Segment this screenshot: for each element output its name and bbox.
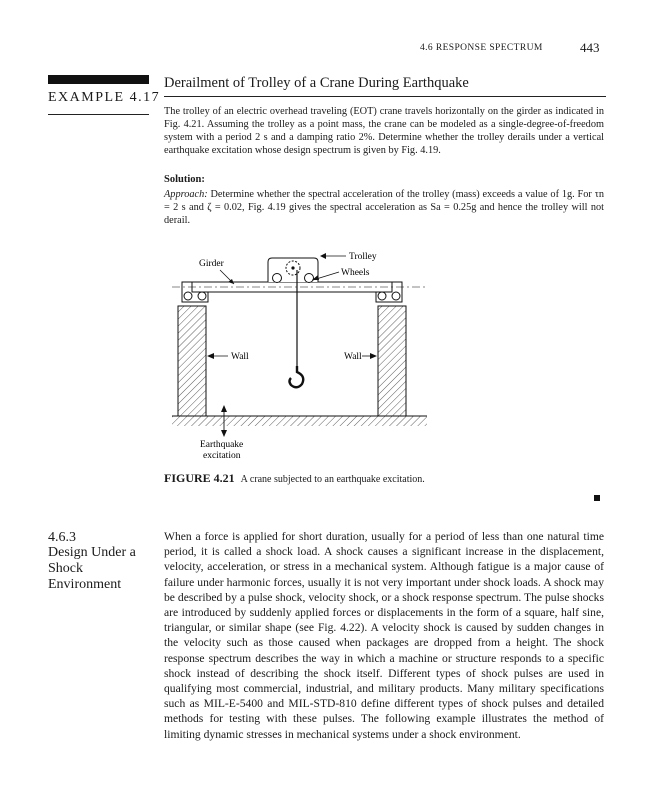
caption-text: A crane subjected to an earthquake excitation. bbox=[240, 474, 425, 485]
section-body bbox=[164, 529, 604, 742]
figure-caption bbox=[164, 471, 425, 486]
ground bbox=[172, 416, 427, 426]
approach-paragraph bbox=[164, 188, 604, 227]
right-wall bbox=[378, 306, 406, 416]
crane-diagram bbox=[164, 248, 434, 463]
caption-number: FIGURE 4.21 bbox=[164, 471, 235, 485]
page-number: 443 bbox=[580, 40, 600, 55]
excitation-label-line2: excitation bbox=[203, 451, 241, 461]
end-of-example-mark bbox=[594, 495, 600, 501]
girder-label: Girder bbox=[199, 259, 224, 269]
example-label: EXAMPLE 4.17 bbox=[48, 90, 161, 105]
problem-text: The trolley of an electric overhead traveling (EOT) crane travels horizontally on the girder as indicated in Fig. 4.21. Assuming the trolley as a point mass, the crane can be modeled as a single-degree-of-freedom system with a period 2 s and a damping ratio 2%. Determine whether the trolley derails under a vertical earthquake excitation whose design spectrum is given by Fig. 4.19. bbox=[164, 106, 604, 156]
example-rule-thin bbox=[48, 114, 149, 115]
wheels-label: Wheels bbox=[341, 268, 370, 278]
left-wall bbox=[178, 306, 206, 416]
wall-right-label: Wall bbox=[344, 352, 362, 362]
hook bbox=[290, 366, 304, 387]
section-body-text: When a force is applied for short duration, usually for a period of less than one natural time period, it is called a shock load. A shock causes a significant increase in the displacement, velocity, acceleration, or stress in a mechanical system. Although fatigue is a major cause of failure under harmonic forces, usually it is not very important under shock loads. A shock may be described by a pulse shock, velocity shock, or a shock response spectrum. The pulse shocks are introduced by suddenly applied forces or displacements in the form of a square, half sine, triangular, or similar shape (see Fig. 4.22). A velocity shock is caused by sudden changes in the velocity such as those caused when packages are dropped from a height. The shock response spectrum describes the way in which a machine or structure responds to a specific shock instead of describing the shock itself. Different types of shock pulses are used in qualifying most commercial, industrial, and military products. Many military specifications such as MIL-E-5400 and MIL-STD-810 define different types of shock pulses and detailed methods for testing with these pulses. The following example illustrates the method of limiting dynamic stresses in mechanical systems under a shock environment. bbox=[164, 530, 604, 741]
approach-label: Approach: bbox=[164, 189, 208, 200]
section-title: Design Under a Shock Environment bbox=[48, 545, 136, 592]
trolley-wheel-right bbox=[305, 274, 314, 283]
example-title: Derailment of Trolley of a Crane During Earthquake bbox=[164, 75, 469, 91]
approach-text: Determine whether the spectral acceleration of the trolley (mass) exceeds a value of 1g. For τn = 2 s and ζ = 0.02, Fig. 4.19 gives the spectral acceleration as Sa = 0.25g and hence the trolley will not derail. bbox=[164, 189, 604, 226]
section-number: 4.6.3 bbox=[48, 530, 76, 545]
title-rule bbox=[164, 96, 606, 97]
solution-heading: Solution: bbox=[164, 174, 205, 185]
excitation-label-line1: Earthquake bbox=[200, 440, 244, 450]
running-head: 4.6 RESPONSE SPECTRUM bbox=[420, 43, 543, 53]
crane-figure bbox=[164, 248, 434, 463]
wall-left-label: Wall bbox=[231, 352, 249, 362]
problem-statement bbox=[164, 105, 604, 157]
trolley-label: Trolley bbox=[349, 252, 377, 262]
example-rule-thick bbox=[48, 75, 149, 84]
trolley-wheel-left bbox=[273, 274, 282, 283]
